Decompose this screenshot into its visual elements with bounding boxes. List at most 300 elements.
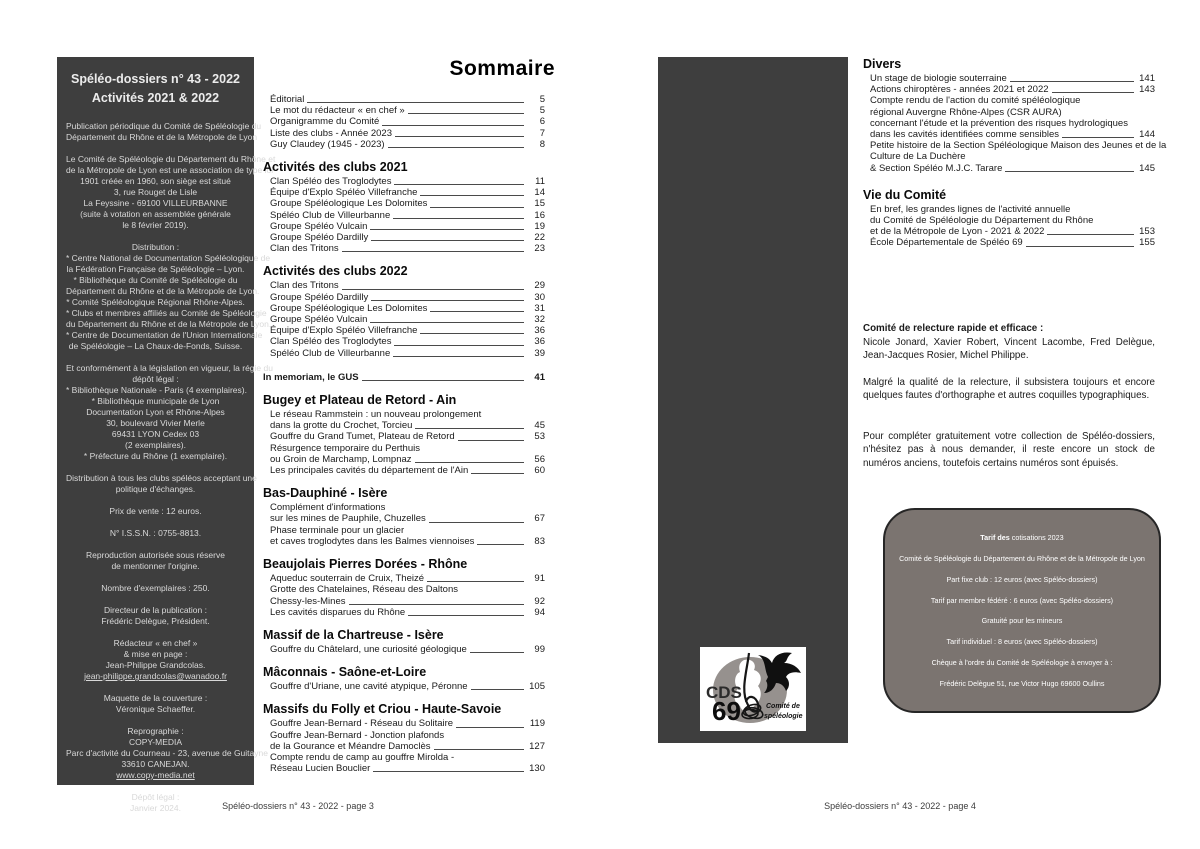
page-number: 29 [534,280,545,292]
toc-entry-title: Groupe Spéléo Dardilly [270,232,369,244]
paragraph-lead: Comité de relecture rapide et efficace : [863,323,1044,334]
page-number: 5 [539,94,545,105]
toc-entry-title: Gouffre Jean-Bernard - Réseau du Solitaire [270,718,454,730]
leader-line [1010,81,1134,82]
sidebar-block [66,528,245,539]
leader-line [408,615,524,616]
toc-entry-title: et de la Métropole de Lyon - 2021 & 2022 [870,226,1045,238]
sidebar-block [66,550,245,572]
page-number: 7 [539,127,545,139]
toc-entry-title: Réseau Lucien Bouclier [270,763,371,775]
toc-entry [863,140,1167,174]
page-number: 53 [534,431,545,443]
sidebar-line: politique d'échanges. [115,484,196,494]
tarif-cotisations-box [883,508,1161,713]
toc-section-heading: Massif de la Chartreuse - Isère [263,627,444,642]
toc-entry-row [270,105,545,116]
toc-entry-row [263,372,545,383]
sidebar-line: & mise en page : [123,649,188,659]
leader-line [420,195,524,196]
editorial-notes [863,322,1155,483]
toc-entry-row [270,303,545,314]
toc-groups [263,94,545,774]
sidebar-line: * Préfecture du Rhône (1 exemplaire). [83,451,228,461]
sidebar-block [66,242,272,352]
sidebar-line: Et conformément à la législation en vigueur, la régie du [66,363,273,373]
toc-entry-row [270,741,545,752]
sidebar-line: * Centre National de Documentation Spéléologique de [66,253,271,263]
toc-entry-title: Aqueduc souterrain de Cruix, Theizé [270,573,425,585]
logo-cds-text: CDS [706,683,742,702]
toc-entry [263,243,545,254]
sidebar-line: du Département du Rhône et de la Métropole de Lyon. [66,319,272,329]
toc-entry-row [870,237,1155,248]
sidebar-line: le 8 février 2019). [122,220,189,230]
sidebar-line: * Bibliothèque Nationale - Paris (4 exemplaires). [66,385,247,395]
sidebar-line: Département du Rhône et de la Métropole de Lyon. [66,286,260,296]
page-number: 155 [1139,237,1155,249]
logo-caption-line1: Comité de [766,703,800,710]
leader-line [371,240,524,241]
toc-entry-row [870,73,1155,84]
sidebar-line: Activités 2021 & 2022 [91,91,220,105]
toc-entry-line: Résurgence temporaire du Perthuis [270,442,420,454]
sidebar-line: Reproduction autorisée sous réserve [86,550,225,560]
toc-entry [263,502,545,524]
dark-band [658,57,848,743]
leader-line [434,749,524,750]
publication-title [66,70,245,108]
page-number: 56 [534,453,545,465]
sidebar-block [66,726,268,781]
sommaire-title: Sommaire [449,57,555,80]
toc-entry [263,139,545,150]
sidebar-line: (suite à votation en assemblée générale [80,209,231,219]
paragraph [863,376,1155,403]
paragraph-body: Pour compléter gratuitement votre collection de Spéléo-dossiers, n'hésitez pas à nous demander, il reste encore un stock de numéros anciens, toutefois certains numéros sont épuisés. [863,430,1155,469]
page-number: 119 [529,718,545,730]
right-toc-sections [863,57,1167,249]
toc-entry [263,210,545,221]
leader-line [427,581,524,582]
toc-entry [263,573,545,584]
leader-line [415,428,524,429]
toc-entry [263,176,545,187]
toc-entry [863,204,1155,238]
sidebar-line: dépôt légal : [132,374,179,384]
leader-line [370,229,524,230]
toc-entry-title: Gouffre du Châtelard, une curiosité géologique [270,643,467,655]
toc-entry-line: Grotte des Chatelaines, Réseau des Daltons [270,584,458,596]
tarif-line: Tarif individuel : 8 euros (avec Spéléo-dossiers) [946,637,1098,647]
leader-line [470,652,524,653]
sidebar-line: 30, boulevard Vivier Merle [106,418,205,428]
leader-line [382,125,524,126]
sidebar-line: COPY-MEDIA [128,737,183,747]
leader-line [373,771,524,772]
toc-entry [263,607,545,618]
toc-entry-title: Gouffre d'Uriane, une cavité atypique, Péronne [270,681,468,693]
tarif-line: Chèque à l'ordre du Comité de Spéléologie à envoyer à : [931,658,1113,668]
sidebar-block [66,638,245,682]
toc-entry [263,752,545,774]
leader-line [342,251,524,252]
leader-line [1052,92,1134,93]
sidebar-line: Jean-Philippe Grandcolas. [105,660,206,670]
toc-entry-title: Équipe d'Explo Spéléo Villefranche [270,187,418,199]
sidebar-block [66,154,276,231]
toc-section-heading: Divers [863,57,902,71]
leader-line [394,184,524,185]
toc-entry [263,187,545,198]
page-number: 67 [534,513,545,525]
toc-entry-title: dans les cavités identifiées comme sensibles [870,129,1060,141]
toc-entry-row [270,573,545,584]
toc-entry-line: Petite histoire de la Section Spéléologique Maison des Jeunes et de la [870,140,1167,152]
toc-entry [863,237,1155,248]
page-number: 36 [534,325,545,337]
toc-entry [263,431,545,442]
sidebar-line: Véronique Schaeffer. [115,704,196,714]
sidebar-line: Distribution à tous les clubs spéléos acceptant une [66,473,257,483]
toc-entry-row [870,226,1155,237]
toc-entry-row [270,431,545,442]
sidebar-line: N° I.S.S.N. : 0755-8813. [109,528,202,538]
toc-entry [863,73,1155,84]
page3-footer: Spéléo-dossiers n° 43 - 2022 - page 3 [222,801,374,811]
toc-entry-title: Équipe d'Explo Spéléo Villefranche [270,325,418,337]
toc-entry-title: In memoriam, le GUS [263,371,359,383]
paragraph [863,430,1155,471]
logo-caption-line2: spéléologie [764,713,803,720]
toc-entry-row [270,536,545,547]
toc-entry [263,303,545,314]
toc-entry-row [270,681,545,692]
toc-entry [263,718,545,729]
toc-entry-row [870,84,1155,95]
toc-entry-row [270,139,545,150]
toc-entry [263,681,545,692]
toc-entry-row [270,596,545,607]
toc-entry-row [270,465,545,476]
toc-entry [263,443,545,465]
page-number: 16 [534,209,545,221]
sidebar-link[interactable]: jean-philippe.grandcolas@wanadoo.fr [84,671,227,681]
tarif-line: Comité de Spéléologie du Département du Rhône et de la Métropole de Lyon [899,553,1145,563]
page-number: 130 [529,763,545,775]
toc-entry-title: ou Groin de Marchamp, Lompnaz [270,453,412,465]
leader-line [430,207,524,208]
toc-entry-title: Le mot du rédacteur « en chef » [270,105,405,117]
leader-line [1062,137,1134,138]
sidebar-line: La Feyssine - 69100 VILLEURBANNE [83,198,228,208]
toc-entry-row [270,292,545,303]
page-number: 39 [534,347,545,359]
leader-line [394,345,524,346]
page-number: 11 [535,176,545,188]
toc-entry [863,84,1155,95]
toc-entry [263,280,545,291]
leader-line [371,300,524,301]
toc-entry [263,372,545,383]
leader-line [362,380,524,381]
toc-section-heading: Activités des clubs 2021 [263,160,408,175]
toc-entry-title: Actions chiroptères - années 2021 et 2022 [870,84,1049,96]
sidebar-link[interactable]: www.copy-media.net [116,770,195,780]
toc-entry-row [270,187,545,198]
cds69-logo [700,647,806,731]
sidebar-block [66,693,245,715]
sidebar-line: Prix de vente : 12 euros. [109,506,202,516]
toc-entry-title: Liste des clubs - Année 2023 [270,127,393,139]
sidebar-line: 1901 créée en 1960, son siège est situé [80,176,231,186]
sidebar-line: Parc d'activité du Courneau - 23, avenue de Guitayne [66,748,268,758]
page-number: 144 [1139,129,1155,141]
toc-entry-title: dans la grotte du Crochet, Torcieu [270,420,413,432]
page-number: 22 [534,232,545,244]
toc-entry-line: Complément d'informations [270,502,386,514]
sidebar-block [66,363,273,462]
toc-entry-title: Les principales cavités du département de l'Ain [270,465,469,477]
tarif-title-bold: Tarif des [980,533,1010,542]
toc-entry-row [270,763,545,774]
sidebar-line: 3, rue Rouget de Lisle [113,187,198,197]
toc-entry-line: du Comité de Spéléologie du Département du Rhône [870,215,1094,227]
toc-entry [263,325,545,336]
toc-entry-title: Spéléo Club de Villeurbanne [270,347,391,359]
toc-entry [263,116,545,127]
leader-line [477,544,524,545]
page-number: 30 [534,291,545,303]
toc-entry [263,525,545,547]
toc-entry-row [270,232,545,243]
toc-entry [263,584,545,606]
page-number: 83 [534,535,545,547]
cds69-logo-svg [700,647,806,731]
toc-entry-title: Clan Spéléo des Troglodytes [270,176,392,188]
toc-entry-row [270,280,545,291]
sidebar-line: Le Comité de Spéléologie du Département du Rhône et [66,154,276,164]
toc-entry-title: Les cavités disparues du Rhône [270,606,406,618]
toc-entry-title: Gouffre du Grand Tumet, Plateau de Retord [270,431,455,443]
page4-footer: Spéléo-dossiers n° 43 - 2022 - page 4 [824,801,976,811]
toc-entry-row [270,198,545,209]
paragraph-body: Nicole Jonard, Xavier Robert, Vincent Lacombe, Fred Delègue, Jean-Jacques Rosier, Michel Philippe. [863,336,1155,361]
toc-entry-row [270,221,545,232]
sidebar-line: Frédéric Delègue, Président. [101,616,210,626]
tarif-line: Part fixe club : 12 euros (avec Spéléo-dossiers) [946,574,1098,584]
toc-entry-title: sur les mines de Pauphile, Chuzelles [270,513,426,525]
sidebar-block [66,583,245,594]
table-of-contents [263,57,555,775]
leader-line [456,727,524,728]
toc-entry-row [270,454,545,465]
sidebar-line: * Clubs et membres affiliés au Comité de Spéléologie [66,308,267,318]
toc-entry-title: Spéléo Club de Villeurbanne [270,209,391,221]
page-number: 41 [534,371,545,383]
page-number: 23 [534,243,545,255]
leader-line [370,322,524,323]
sidebar-line: Documentation Lyon et Rhône-Alpes [86,407,225,417]
toc-entry [263,128,545,139]
sidebar-line: Directeur de la publication : [103,605,207,615]
page-number: 5 [539,105,545,117]
page-number: 15 [534,198,545,210]
toc-entry-row [270,325,545,336]
sidebar-line: Nombre d'exemplaires : 250. [101,583,210,593]
sidebar-line: 33610 CANEJAN. [121,759,190,769]
toc-entry-title: Guy Claudey (1945 - 2023) [270,138,385,150]
page-number: 32 [534,314,545,326]
toc-section-heading: Activités des clubs 2022 [263,264,408,279]
toc-entry-line: Phase terminale pour un glacier [270,524,405,536]
sidebar-line: de Spéléologie – La Chaux-de-Fonds, Suisse. [68,341,243,351]
sidebar-line: * Bibliothèque municipale de Lyon [91,396,220,406]
page-number: 141 [1139,73,1155,84]
toc-entry [263,644,545,655]
toc-entry-line: Culture de La Duchère [870,151,966,163]
toc-entry [263,94,545,105]
page-number: 99 [534,643,545,655]
toc-entry-title: Clan des Tritons [270,280,339,292]
sidebar-block [66,605,245,627]
toc-entry [263,730,545,752]
toc-entry-title: Groupe Spéléo Dardilly [270,291,369,303]
toc-entry [263,292,545,303]
page-number: 153 [1139,226,1155,238]
toc-entry [863,95,1155,140]
page-number: 8 [539,138,545,150]
sidebar-line: * Bibliothèque du Comité de Spéléologie du [73,275,238,285]
leader-line [420,333,524,334]
sidebar-line: Spéléo-dossiers n° 43 - 2022 [71,72,240,86]
sidebar-line: * Centre de Documentation de l'Union Internationale [66,330,263,340]
toc-entry-line: régional Auvergne Rhône-Alpes (CSR AURA) [870,106,1062,118]
sidebar-line: de la Métropole de Lyon est une association de type loi [66,165,274,175]
leader-line [429,522,524,523]
toc-entry-row [270,94,545,105]
page-number: 94 [534,606,545,618]
toc-entry-line: Gouffre Jean-Bernard - Jonction plafonds [270,729,445,741]
sidebar-line: la Fédération Française de Spéléologie – Lyon. [66,264,245,274]
page-number: 14 [534,187,545,199]
leader-line [307,102,524,103]
page-number: 92 [534,595,545,607]
toc-entry-row [270,210,545,221]
page-number: 6 [539,116,545,128]
leader-line [1005,171,1134,172]
toc-entry-title: École Départementale de Spéléo 69 [870,237,1023,249]
toc-entry-row [270,607,545,618]
toc-entry-row [270,348,545,359]
toc-entry [263,409,545,431]
toc-entry-title: Clan des Tritons [270,243,339,255]
toc-entry-title: Chessy-les-Mines [270,595,346,607]
tarif-title-rest: cotisations 2023 [1009,533,1064,542]
publication-info-panel [57,57,276,813]
toc-entry [263,348,545,359]
leader-line [430,311,524,312]
toc-entry-title: Groupe Spéléo Vulcain [270,220,368,232]
toc-entry-title: Éditorial [270,94,305,105]
leader-line [471,689,524,690]
page-number: 143 [1139,84,1155,96]
toc-entry [263,314,545,325]
toc-entry-title: Clan Spéléo des Troglodytes [270,336,392,348]
tarif-title [899,533,1145,542]
sidebar-line: (2 exemplaires). [125,440,186,450]
toc-entry-row [870,129,1155,140]
toc-entry-line: Compte rendu de camp au gouffre Mirolda - [270,751,455,763]
page-number: 31 [534,302,545,314]
paragraph-body: Malgré la qualité de la relecture, il subsistera toujours et encore quelques fautes d'orthographe et autres coquilles typographiques. [863,376,1155,401]
leader-line [458,440,524,441]
toc-entry-row [870,163,1155,174]
leader-line [349,604,525,605]
toc-entry [263,105,545,116]
toc-entry-title: Organigramme du Comité [270,116,380,128]
toc-entry [263,198,545,209]
page-number: 45 [534,420,545,432]
toc-entry-title: Groupe Spéléologique Les Dolomites [270,302,428,314]
toc-entry-title: et caves troglodytes dans les Balmes viennoises [270,535,475,547]
toc-entry-title: de la Gourance et Méandre Damoclès [270,740,431,752]
page-number: 105 [529,681,545,693]
toc-entry [263,336,545,347]
toc-entry [263,221,545,232]
toc-section-heading: Bas-Dauphiné - Isère [263,486,388,501]
page-number: 19 [534,220,545,232]
sidebar-line: Publication périodique du Comité de Spéléologie du [66,121,262,131]
page-number: 36 [534,336,545,348]
sidebar-line: Maquette de la couverture : [103,693,208,703]
toc-entry-row [270,176,545,187]
sidebar-line: * Comité Spéléologique Régional Rhône-Alpes. [66,297,245,307]
tarif-line: Tarif par membre fédéré : 6 euros (avec Spéléo-dossiers) [930,595,1114,605]
toc-entry-row [270,336,545,347]
sidebar-block [66,506,245,517]
sidebar-line: Janvier 2024. [129,803,182,813]
leader-line [388,147,524,148]
sidebar-line: Rédacteur « en chef » [113,638,198,648]
leader-line [1026,246,1134,247]
toc-entry-line: concernant l'étude et la prévention des risques hydrologiques [870,117,1128,129]
leader-line [415,462,524,463]
toc-entry-row [270,420,545,431]
sidebar-line: de mentionner l'origine. [111,561,200,571]
toc-section-heading: Mâconnais - Saône-et-Loire [263,665,427,680]
toc-entry-line: Compte rendu de l'action du comité spéléologique [870,95,1081,107]
toc-entry-row [270,513,545,524]
leader-line [471,473,524,474]
toc-entry-title: Groupe Spéléologique Les Dolomites [270,198,428,210]
page-number: 91 [534,573,545,585]
toc-section-heading: Bugey et Plateau de Retord - Ain [263,393,457,408]
toc-section-heading: Beaujolais Pierres Dorées - Rhône [263,557,468,572]
toc-entry-row [270,243,545,254]
sidebar-block [66,121,262,143]
tarif-line: Gratuité pour les mineurs [981,616,1063,626]
leader-line [393,218,524,219]
leader-line [395,136,524,137]
tarif-line: Frédéric Delègue 51, rue Victor Hugo 69600 Oullins [939,678,1105,688]
sidebar-line: Distribution : [131,242,180,252]
sidebar-line: 69431 LYON Cedex 03 [111,429,200,439]
toc-entry-row [270,718,545,729]
sidebar-block [66,473,257,495]
toc-entry-title: Un stage de biologie souterraine [870,73,1007,84]
page-number: 60 [534,465,545,477]
